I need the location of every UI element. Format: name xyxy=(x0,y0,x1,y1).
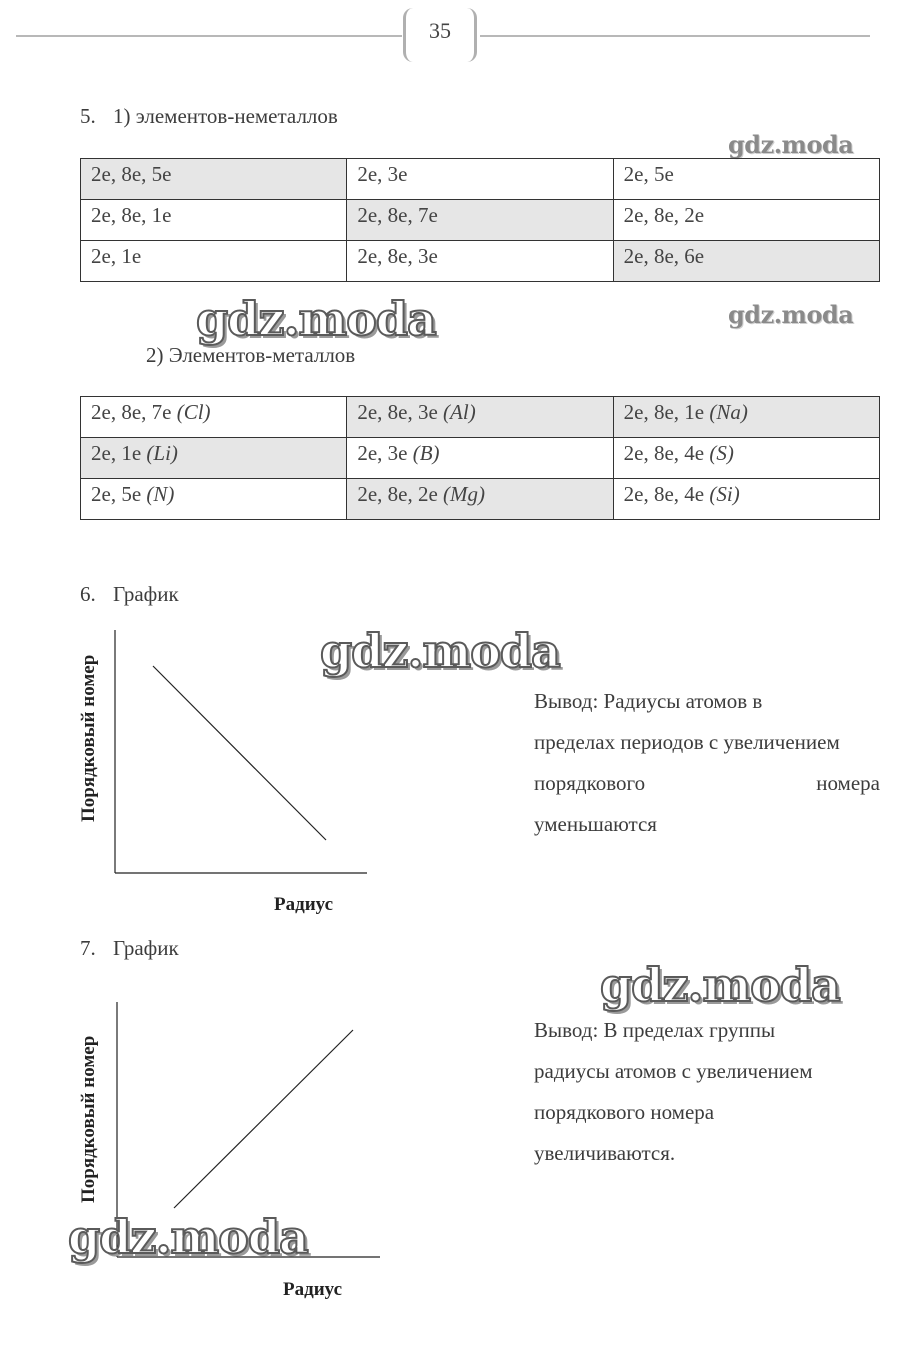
task6-conclusion xyxy=(534,681,880,845)
task5-part1-label: 1) элементов-неметаллов xyxy=(113,104,338,128)
conclusion-line: порядкового номера xyxy=(534,1100,715,1124)
task5-part2-label: 2) Элементов-металлов xyxy=(146,343,356,367)
watermark: gdz.moda xyxy=(728,130,854,159)
conclusion-line: Вывод: Радиусы атомов в xyxy=(534,689,763,713)
table-cell: 2e, 1e (Li) xyxy=(81,438,347,479)
table-cell: 2e, 3e (B) xyxy=(347,438,613,479)
page-number: 35 xyxy=(429,18,451,43)
table-cell: 2e, 8e, 3e (Al) xyxy=(347,397,613,438)
graph6-y-label: Порядковый номер xyxy=(78,654,99,822)
watermark: gdz.moda xyxy=(320,624,560,678)
graph7-y-label: Порядковый номер xyxy=(78,1035,99,1203)
table-cell: 2e, 8e, 2e (Mg) xyxy=(347,479,613,520)
graph7-x-label: Радиус xyxy=(283,1279,343,1300)
conclusion-line: радиусы атомов с увеличением xyxy=(534,1059,813,1083)
table-cell: 2e, 8e, 4e (S) xyxy=(613,438,879,479)
table-cell: 2e, 1e xyxy=(81,241,347,282)
watermark: gdz.moda xyxy=(68,1210,308,1264)
conclusion-line: уменьшаются xyxy=(534,812,657,836)
table-cell: 2e, 8e, 6e xyxy=(613,241,879,282)
conclusion-line: увеличиваются. xyxy=(534,1141,676,1165)
table-cell: 2e, 8e, 3e xyxy=(347,241,613,282)
table-cell: 2e, 3e xyxy=(347,159,613,200)
watermark: gdz.moda xyxy=(196,292,436,346)
task5-number: 5. xyxy=(80,104,96,128)
table-cell: 2e, 8e, 1e xyxy=(81,200,347,241)
table-cell: 2e, 5e xyxy=(613,159,879,200)
task7-conclusion xyxy=(534,1010,880,1174)
table-cell: 2e, 8e, 5e xyxy=(81,159,347,200)
graph7-trend-line xyxy=(174,1030,353,1208)
conclusion-line: Вывод: В пределах группы xyxy=(534,1018,776,1042)
graph6-x-label: Радиус xyxy=(274,894,334,915)
watermark: gdz.moda xyxy=(728,300,854,329)
task6-title: График xyxy=(113,582,179,606)
conclusion-line: порядкового номера xyxy=(534,771,880,795)
table-cell: 2e, 8e, 2e xyxy=(613,200,879,241)
table-cell: 2e, 8e, 1e (Na) xyxy=(613,397,879,438)
watermark: gdz.moda xyxy=(600,958,840,1012)
table-cell: 2e, 8e, 4e (Si) xyxy=(613,479,879,520)
conclusion-line: пределах периодов с увеличением xyxy=(534,730,840,754)
task7-number: 7. xyxy=(80,936,96,960)
task7-title: График xyxy=(113,936,179,960)
table-cell: 2e, 8e, 7e (Cl) xyxy=(81,397,347,438)
table-cell: 2e, 8e, 7e xyxy=(347,200,613,241)
task6-number: 6. xyxy=(80,582,96,606)
graph6-trend-line xyxy=(153,666,326,840)
table-cell: 2e, 5e (N) xyxy=(81,479,347,520)
